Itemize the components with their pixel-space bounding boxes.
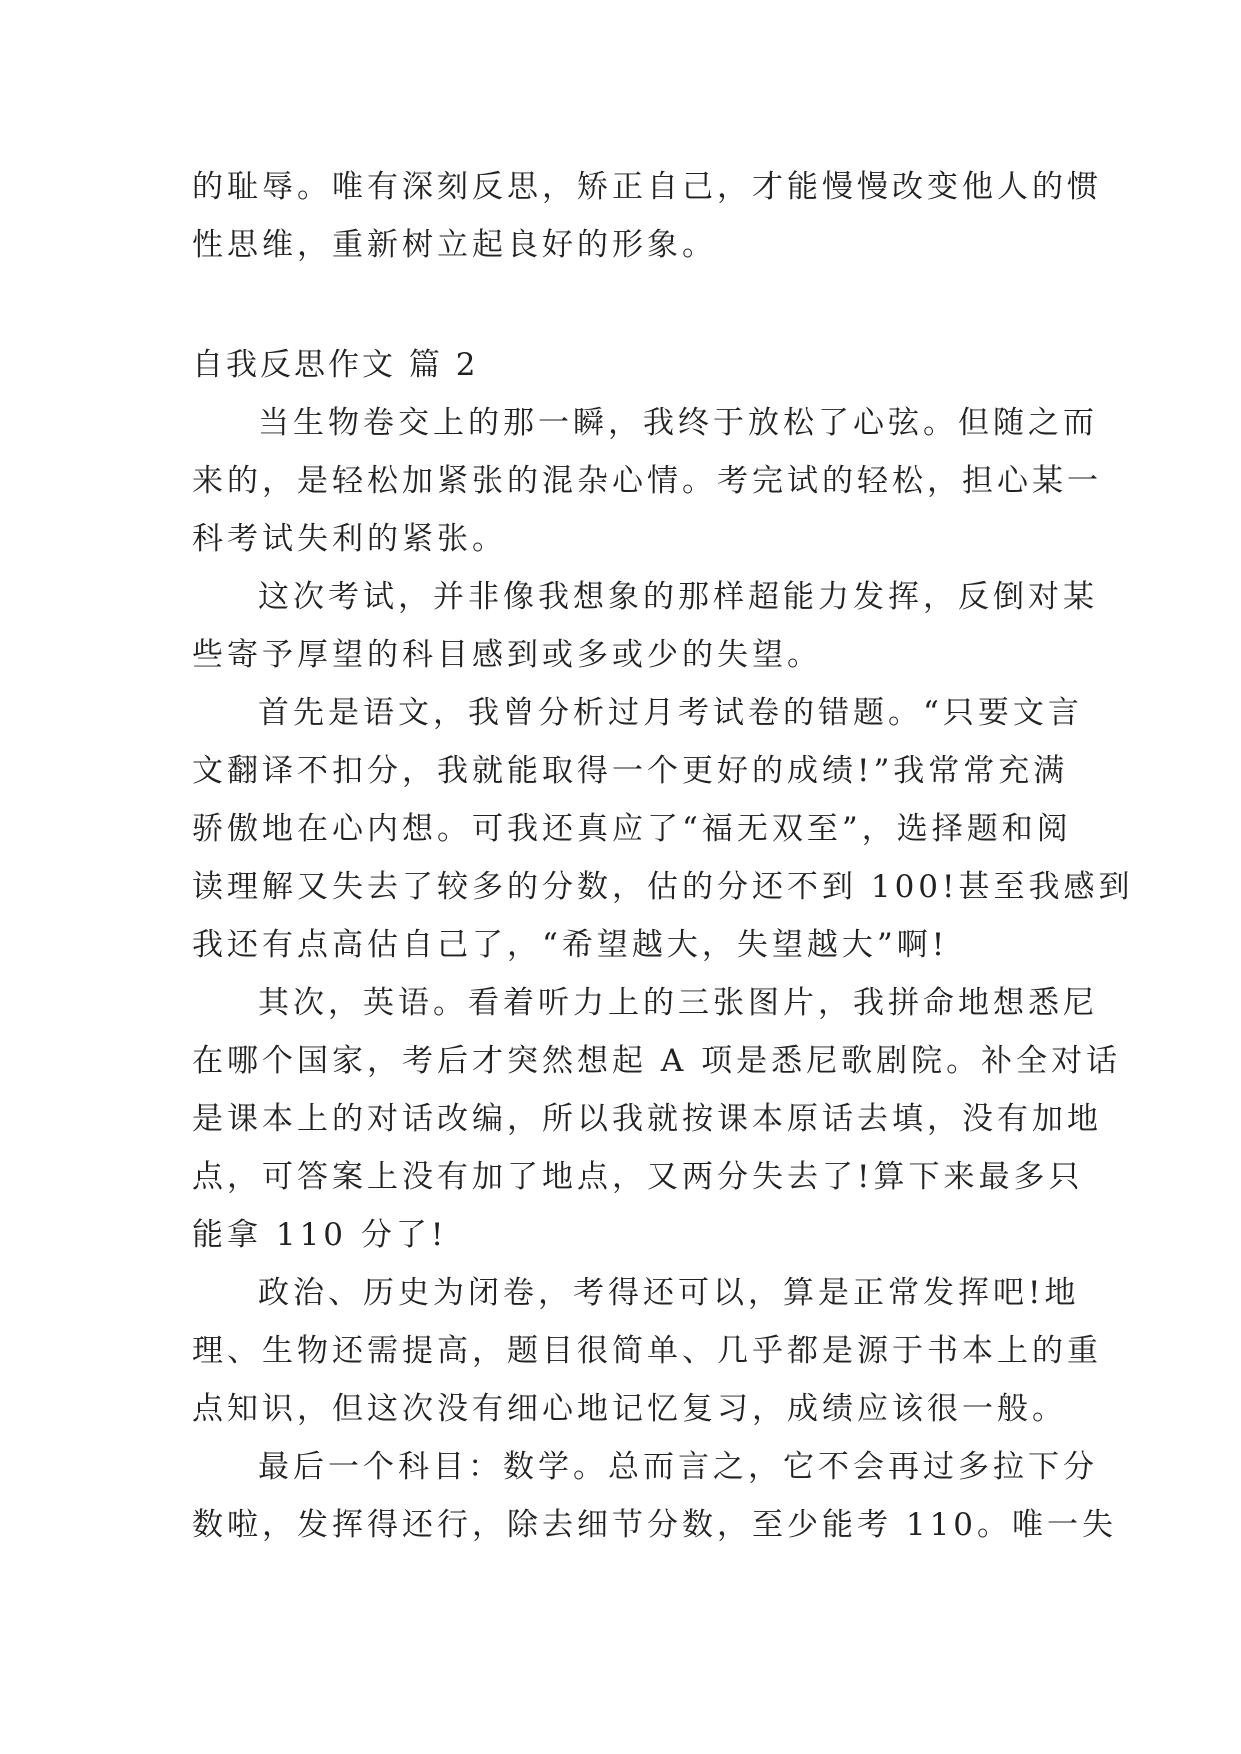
text-line: 这次考试，并非像我想象的那样超能力发挥，反倒对某 xyxy=(258,579,1098,615)
paragraph xyxy=(192,684,1134,974)
section-gap xyxy=(192,274,1054,336)
text-line: 的耻辱。唯有深刻反思，矫正自己，才能慢慢改变他人的惯 xyxy=(192,169,1102,205)
text-line: 能拿 110 分了! xyxy=(192,1217,448,1253)
text-line: 在哪个国家，考后才突然想起 A 项是悉尼歌剧院。补全对话 xyxy=(192,1043,1122,1079)
text-line: 最后一个科目：数学。总而言之，它不会再过多拉下分 xyxy=(258,1449,1098,1485)
text-line: 是课本上的对话改编，所以我就按课本原话去填，没有加地 xyxy=(192,1101,1102,1137)
text-line: 数啦，发挥得还行，除去细节分数，至少能考 110。唯一失 xyxy=(192,1507,1118,1543)
text-line: 点，可答案上没有加了地点，又两分失去了!算下来最多只 xyxy=(192,1159,1084,1195)
text-line: 我还有点高估自己了，“希望越大，失望越大”啊! xyxy=(192,927,949,963)
text-line: 首先是语文，我曾分析过月考试卷的错题。“只要文言 xyxy=(258,695,1083,731)
text-line: 文翻译不扣分，我就能取得一个更好的成绩!”我常常充满 xyxy=(192,753,1069,789)
text-line: 点知识，但这次没有细心地记忆复习，成绩应该很一般。 xyxy=(192,1391,1067,1427)
document-page xyxy=(192,158,1134,1554)
text-line: 理、生物还需提高，题目很简单、几乎都是源于书本上的重 xyxy=(192,1333,1102,1369)
section-title: 自我反思作文 篇 2 xyxy=(192,347,479,383)
intro-paragraph xyxy=(192,158,1102,274)
text-line: 骄傲地在心内想。可我还真应了“福无双至”，选择题和阅 xyxy=(192,811,1072,847)
paragraph xyxy=(192,568,1098,684)
text-line: 其次，英语。看着听力上的三张图片，我拼命地想悉尼 xyxy=(258,985,1098,1021)
text-line: 当生物卷交上的那一瞬，我终于放松了心弦。但随之而 xyxy=(258,405,1098,441)
paragraph xyxy=(192,394,1102,568)
text-line: 性思维，重新树立起良好的形象。 xyxy=(192,227,717,263)
text-line: 读理解又失去了较多的分数，估的分还不到 100!甚至我感到 xyxy=(192,869,1134,905)
paragraph xyxy=(192,974,1122,1264)
paragraph xyxy=(192,1438,1118,1554)
text-line: 科考试失利的紧张。 xyxy=(192,521,507,557)
text-line: 来的，是轻松加紧张的混杂心情。考完试的轻松，担心某一 xyxy=(192,463,1102,499)
paragraph xyxy=(192,1264,1102,1438)
text-line: 些寄予厚望的科目感到或多或少的失望。 xyxy=(192,637,822,673)
text-line: 政治、历史为闭卷，考得还可以，算是正常发挥吧!地 xyxy=(258,1275,1080,1311)
